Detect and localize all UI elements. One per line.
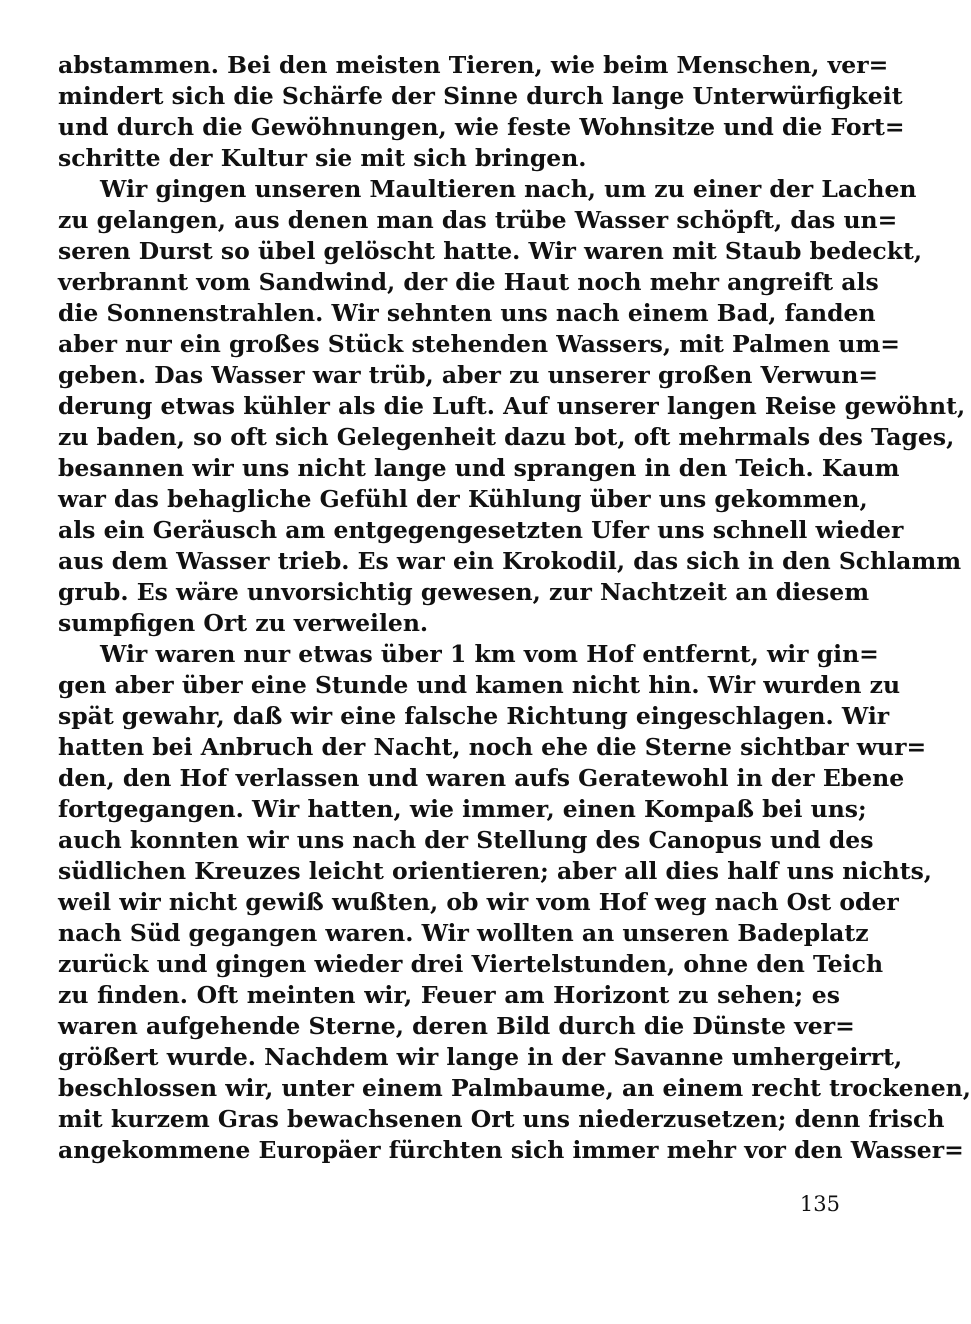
text-line: grub. Es wäre unvorsichtig gewesen, zur Nachtzeit an diesem bbox=[58, 578, 870, 606]
text-line: seren Durst so übel gelöscht hatte. Wir waren mit Staub bedeckt, bbox=[58, 237, 923, 265]
text-line: beschlossen wir, unter einem Palmbaume, an einem recht trockenen, bbox=[58, 1074, 971, 1102]
text-line: größert wurde. Nachdem wir lange in der Savanne umhergeirrt, bbox=[58, 1043, 903, 1071]
text-line: aus dem Wasser trieb. Es war ein Krokodil, das sich in den Schlamm bbox=[58, 547, 962, 575]
text-line: zu gelangen, aus denen man das trübe Wasser schöpft, das un= bbox=[58, 206, 898, 234]
text-line: weil wir nicht gewiß wußten, ob wir vom Hof weg nach Ost oder bbox=[58, 888, 899, 916]
text-line: und durch die Gewöhnungen, wie feste Wohnsitze und die Fort= bbox=[58, 113, 905, 141]
text-line: zurück und gingen wieder drei Viertelstunden, ohne den Teich bbox=[58, 950, 884, 978]
body-text bbox=[58, 50, 971, 1166]
text-line: geben. Das Wasser war trüb, aber zu unserer großen Verwun= bbox=[58, 361, 879, 389]
text-line: auch konnten wir uns nach der Stellung des Canopus und des bbox=[58, 826, 874, 854]
text-line: sumpfigen Ort zu verweilen. bbox=[58, 609, 429, 637]
text-line: als ein Geräusch am entgegengesetzten Ufer uns schnell wieder bbox=[58, 516, 904, 544]
paragraph-start-line: Wir gingen unseren Maultieren nach, um zu einer der Lachen bbox=[100, 175, 917, 203]
text-line: abstammen. Bei den meisten Tieren, wie beim Menschen, ver= bbox=[58, 51, 889, 79]
text-line: mit kurzem Gras bewachsenen Ort uns niederzusetzen; denn frisch bbox=[58, 1105, 945, 1133]
text-line: verbrannt vom Sandwind, der die Haut noch mehr angreift als bbox=[58, 268, 879, 296]
text-line: fortgegangen. Wir hatten, wie immer, einen Kompaß bei uns; bbox=[58, 795, 867, 823]
text-line: aber nur ein großes Stück stehenden Wassers, mit Palmen um= bbox=[58, 330, 900, 358]
text-line: hatten bei Anbruch der Nacht, noch ehe die Sterne sichtbar wur= bbox=[58, 733, 927, 761]
text-line: die Sonnenstrahlen. Wir sehnten uns nach einem Bad, fanden bbox=[58, 299, 876, 327]
text-line: spät gewahr, daß wir eine falsche Richtung eingeschlagen. Wir bbox=[58, 702, 890, 730]
text-line: waren aufgehende Sterne, deren Bild durch die Dünste ver= bbox=[58, 1012, 855, 1040]
text-line: zu baden, so oft sich Gelegenheit dazu bot, oft mehrmals des Tages, bbox=[58, 423, 955, 451]
text-line: angekommene Europäer fürchten sich immer mehr vor den Wasser= bbox=[58, 1136, 964, 1164]
text-line: nach Süd gegangen waren. Wir wollten an unseren Badeplatz bbox=[58, 919, 869, 947]
text-line: den, den Hof verlassen und waren aufs Geratewohl in der Ebene bbox=[58, 764, 905, 792]
text-line: besannen wir uns nicht lange und sprangen in den Teich. Kaum bbox=[58, 454, 900, 482]
text-line: mindert sich die Schärfe der Sinne durch lange Unterwürfigkeit bbox=[58, 82, 903, 110]
text-line: schritte der Kultur sie mit sich bringen. bbox=[58, 144, 587, 172]
text-line: zu finden. Oft meinten wir, Feuer am Horizont zu sehen; es bbox=[58, 981, 840, 1009]
text-line: derung etwas kühler als die Luft. Auf unserer langen Reise gewöhnt, bbox=[58, 392, 966, 420]
text-line: gen aber über eine Stunde und kamen nicht hin. Wir wurden zu bbox=[58, 671, 901, 699]
text-line: war das behagliche Gefühl der Kühlung über uns gekommen, bbox=[58, 485, 868, 513]
page-number: 135 bbox=[799, 1192, 840, 1216]
text-line: südlichen Kreuzes leicht orientieren; aber all dies half uns nichts, bbox=[58, 857, 932, 885]
paragraph-start-line: Wir waren nur etwas über 1 km vom Hof entfernt, wir gin= bbox=[100, 640, 879, 668]
